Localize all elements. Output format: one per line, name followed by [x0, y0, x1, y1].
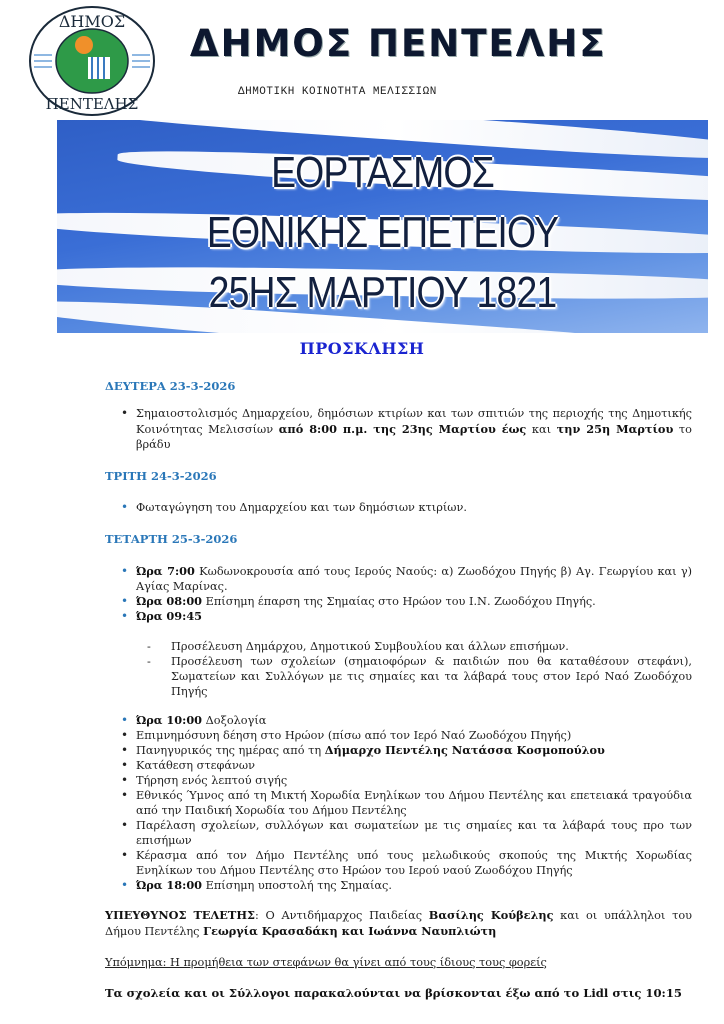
bold-text: από 8:00 π.μ. της 23ης Μαρτίου έως	[278, 421, 527, 436]
bullet-icon: •	[121, 878, 129, 892]
text: Σημαιοστολισμός Δημαρχείου, δημόσιων κτιρίων και των σπιτιών της περιοχής της Δημοτικής Κοινότητας Μελισσίων	[136, 407, 692, 436]
day-heading-monday: ΔΕΥΤΕΡΑ 23-3-2026	[105, 379, 236, 393]
text: Εθνικός Ύμνος από τη Μικτή Χορωδία Ενηλίκων του Δήμου Πεντέλης και επετειακά τραγούδια από την Παιδική Χορωδία του Δήμου Πεντέλης	[136, 789, 692, 817]
list-item	[121, 788, 692, 818]
text: Επίσημη υποστολή της Σημαίας.	[202, 879, 392, 892]
time: Ώρα 7:00	[136, 564, 195, 578]
wednesday-sub-list	[147, 639, 692, 699]
tuesday-item	[121, 500, 692, 516]
bullet-icon: •	[121, 406, 129, 420]
closing-notice: Τα σχολεία και οι Σύλλογοι παρακαλούνται να βρίσκονται έξω από το Lidl στις 10:15	[105, 986, 682, 1000]
note: Υπόμνημα: Η προμήθεια των στεφάνων θα γίνει από τους ίδιους τους φορείς	[105, 956, 547, 969]
svg-text:ΠΕΝΤΕΛΗΣ: ΠΕΝΤΕΛΗΣ	[45, 95, 139, 113]
text: και	[526, 422, 557, 436]
text: Επίσημη έπαρση της Σημαίας στο Ηρώον του Ι.Ν. Ζωοδόχου Πηγής.	[202, 595, 596, 608]
dash-icon: -	[147, 655, 151, 668]
bold-text: Βασίλης Κούβελης	[428, 908, 554, 922]
community-subtitle: ΔΗΜΟΤΙΚΗ ΚΟΙΝΟΤΗΤΑ ΜΕΛΙΣΣΙΩΝ	[238, 86, 437, 98]
bullet-icon: •	[121, 594, 129, 608]
invitation-heading: ΠΡΟΣΚΛΗΣΗ	[299, 339, 425, 358]
bold-text: Γεωργία Κρασαδάκη και Ιωάννα Ναυπλιώτη	[203, 923, 497, 938]
time: Ώρα 08:00	[136, 594, 203, 608]
greek-flag-banner	[57, 120, 708, 333]
bullet-icon: •	[121, 564, 129, 578]
bullet-icon: •	[121, 818, 129, 832]
wednesday-list-b	[121, 713, 692, 893]
text: Κατάθεση στεφάνων	[136, 759, 255, 772]
list-item	[121, 878, 692, 893]
bullet-icon: •	[121, 500, 129, 514]
text: Τήρηση ενός λεπτού σιγής	[136, 774, 288, 787]
text: Κωδωνοκρουσία από τους Ιερούς Ναούς: α) Ζωοδόχου Πηγής β) Αγ. Γεωργίου και γ) Αγίας Μαρίνας.	[136, 565, 693, 593]
banner-line-1: ΕΟΡΤΑΣΜΟΣ	[271, 148, 494, 197]
text: Επιμνημόσυνη δέηση στο Ηρώον (πίσω από τον Ιερό Ναό Ζωοδόχου Πηγής)	[136, 729, 572, 742]
wednesday-list-a	[121, 564, 693, 624]
text: Δοξολογία	[202, 714, 267, 727]
text: και οι υπάλληλοι του Δήμου Πεντέλης	[105, 909, 692, 938]
bullet-icon: •	[121, 609, 129, 623]
dash-icon: -	[147, 640, 151, 653]
time: Ώρα 10:00	[136, 713, 203, 727]
text: Προσέλευση των σχολείων (σημαιοφόρων & παιδιών που θα καταθέσουν στεφάνι), Σωματείων και Συλλόγων με τις σημαίες και τα λάβαρά τους στον Ιερό Ναό Ζωοδόχου Πηγής	[171, 655, 692, 698]
bullet-icon: •	[121, 773, 129, 787]
list-item	[121, 773, 692, 788]
list-item	[121, 564, 693, 594]
list-item	[121, 848, 692, 878]
bullet-icon: •	[121, 713, 129, 727]
list-item	[121, 818, 692, 848]
list-item	[121, 728, 692, 743]
bullet-icon: •	[121, 728, 129, 742]
time: Ώρα 09:45	[136, 609, 203, 623]
bold-text: ΥΠΕΥΘΥΝΟΣ ΤΕΛΕΤΗΣ	[105, 908, 255, 922]
day-heading-tuesday: ΤΡΙΤΗ 24-3-2026	[105, 469, 217, 483]
text: το βράδυ	[136, 422, 692, 451]
municipality-title: ΔΗΜΟΣ ΠΕΝΤΕΛΗΣ	[190, 22, 607, 65]
responsible-paragraph	[105, 908, 692, 939]
day-heading-wednesday: ΤΕΤΑΡΤΗ 25-3-2026	[105, 532, 238, 546]
list-item	[121, 758, 692, 773]
text: Κέρασμα από τον Δήμο Πεντέλης υπό τους μελωδικούς σκοπούς της Μικτής Χορωδίας Ενηλίκων του Δήμου Πεντέλης στο Ηρώον του Ιερού ναού Ζωοδόχου Πηγής	[136, 849, 692, 877]
text: Παρέλαση σχολείων, συλλόγων και σωματείων με τις σημαίες και τα λάβαρά τους προ των επισήμων	[136, 819, 692, 847]
monday-item	[121, 406, 692, 453]
text: : Ο Αντιδήμαρχος Παιδείας	[255, 909, 429, 922]
bold-text: Δήμαρχο Πεντέλης Νατάσσα Κοσμοπούλου	[324, 743, 605, 757]
municipality-logo	[28, 5, 156, 117]
banner-line-3: 25ΗΣ ΜΑΡΤΙΟΥ 1821	[208, 268, 557, 317]
time: Ώρα 18:00	[136, 878, 203, 892]
bullet-icon: •	[121, 758, 129, 772]
svg-text:ΔΗΜΟΣ: ΔΗΜΟΣ	[58, 12, 126, 31]
list-item	[121, 743, 692, 758]
list-item	[121, 594, 692, 609]
text: Προσέλευση Δημάρχου, Δημοτικού Συμβουλίου και άλλων επισήμων.	[171, 640, 569, 653]
text: Πανηγυρικός της ημέρας από τη	[136, 744, 325, 757]
sub-item	[147, 639, 692, 654]
banner-line-2: ΕΘΝΙΚΗΣ ΕΠΕΤΕΙΟΥ	[206, 208, 559, 257]
list-item	[121, 713, 692, 728]
text: Φωταγώγηση του Δημαρχείου και των δημόσιων κτιρίων.	[136, 501, 467, 514]
bold-text: την 25η Μαρτίου	[556, 421, 674, 436]
bullet-icon: •	[121, 788, 129, 802]
list-item	[121, 609, 692, 624]
bullet-icon: •	[121, 848, 129, 862]
bullet-icon: •	[121, 743, 129, 757]
sub-item	[147, 654, 692, 699]
